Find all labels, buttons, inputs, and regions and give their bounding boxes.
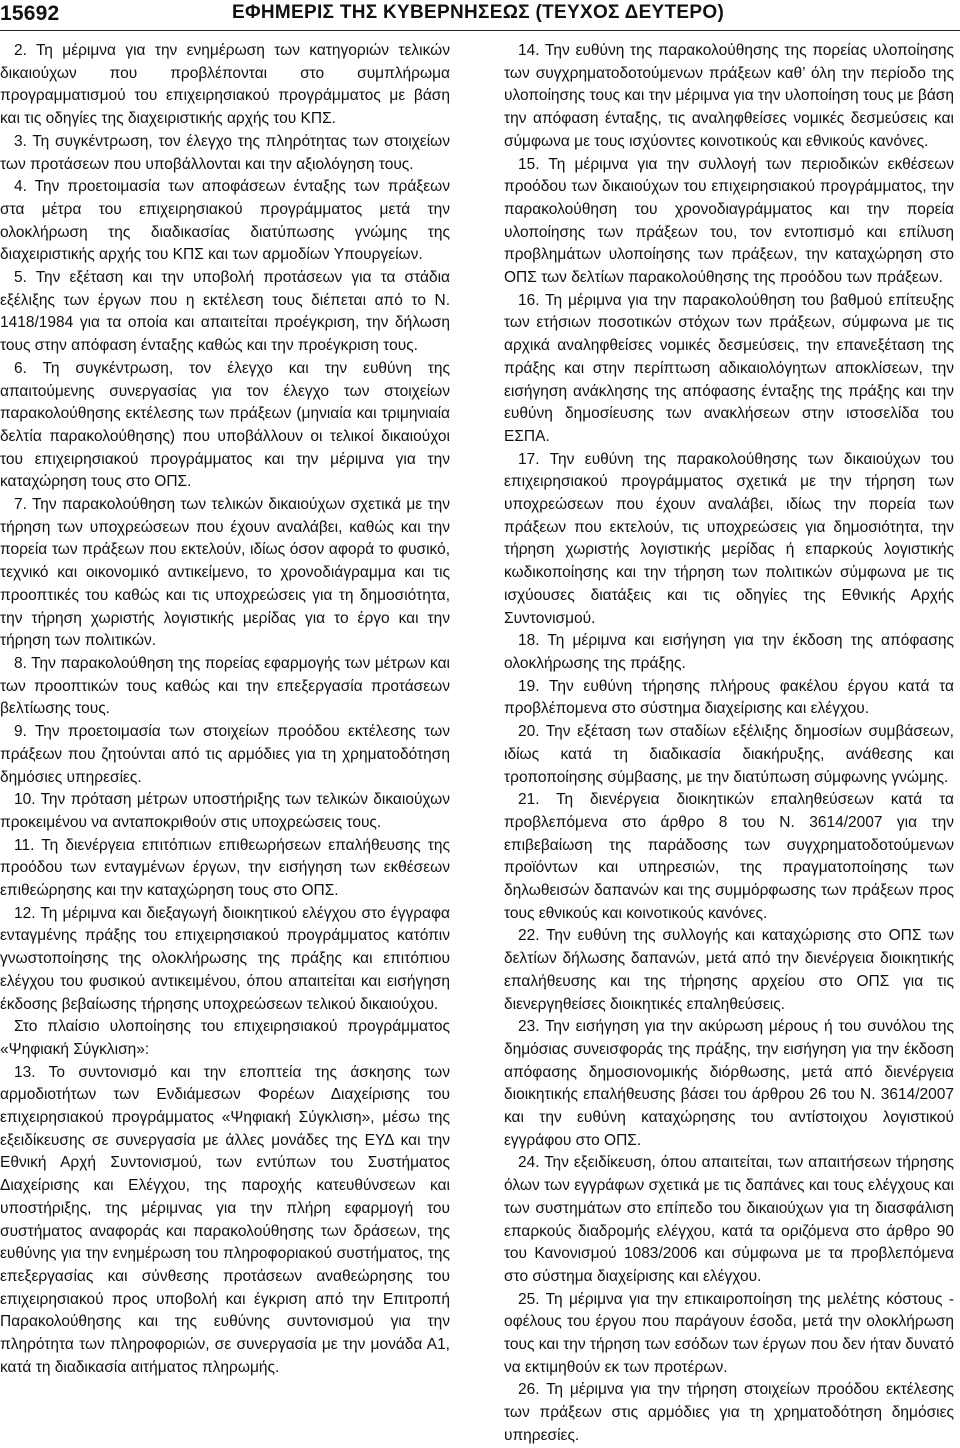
paragraph-24: 24. Την εξειδίκευση, όπου απαιτείται, των απαιτήσεων τήρησης όλων των εγγράφων σχετικά με τις δαπάνες και τους ελέγχους και των συστημάτων στο επίπεδο του δικαιούχων για τη διασφάλιση επαρκούς διαδρομής ελέγχου, κατά τα οριζόμενα στο άρθρο 90 του Κανονισμού 1083/2006 και σύμφωνα με τα προβλεπόμενα στο σύστημα διαχείρισης και ελέγχου. bbox=[504, 1154, 954, 1285]
paragraph-15: 15. Τη μέριμνα για την συλλογή των περιοδικών εκθέσεων προόδου των δικαιούχων του επιχειρησιακού προγράμματος, την παρακολούθηση του χρονοδιαγράμματος και την πορεία υλοποίησης των πράξεων του, τον εντοπισμό και επίλυση προβλημάτων υλοποίησης των πράξεων, την καταχώρηση στο ΟΠΣ των δελτίων παρακολούθησης της προόδου των πράξεων. bbox=[504, 155, 954, 287]
paragraph-19: 19. Την ευθύνη τήρησης πλήρους φακέλου έργου κατά τα προβλέπομενα στο σύστημα διαχείρισης και ελέγχου. bbox=[504, 677, 954, 718]
paragraph-26: 26. Τη μέριμνα για την τήρηση στοιχείων προόδου εκτέλεσης των πράξεων στις αρμόδιες για τη χρηματοδότηση δημόσιες υπηρεσίες. bbox=[504, 1381, 954, 1444]
right-column bbox=[504, 40, 954, 1448]
paragraph-5: 5. Την εξέταση και την υποβολή προτάσεων για τα στάδια εξέλιξης των έργων που η εκτέλεση τους διέπεται από το Ν. 1418/1984 για τα οποία και απαιτείται προέγκριση, την δήλωση τους στην απόφαση ένταξης καθώς και την προέγκριση τους. bbox=[0, 269, 450, 355]
paragraph-25: 25. Τη μέριμνα για την επικαιροποίηση της μελέτης κόστους - οφέλους του έργου που παράγουν έσοδα, μετά την ολοκλήρωση τους και την τήρηση των εσόδων των έργων που δεν ήταν δυνατό να εκτιμηθούν εκ των προτέρων. bbox=[504, 1290, 954, 1376]
paragraph-4: 4. Την προετοιμασία των αποφάσεων ένταξης των πράξεων στα μέτρα του επιχειρησιακού προγράμματος μετά την ολοκλήρωση της διαδικασίας διατύπωσης γνώμης της διαχειριστικής αρχής του ΚΠΣ και των αρμοδίων Υπουργείων. bbox=[0, 178, 450, 264]
paragraph-9: 9. Την προετοιμασία των στοιχείων προόδου εκτέλεσης των πράξεων που ζητούνται από τις αρμόδιες για τη χρηματοδότηση δημόσιες υπηρεσίες. bbox=[0, 723, 450, 786]
left-column bbox=[0, 40, 450, 1379]
paragraph-16: 16. Τη μέριμνα για την παρακολούθηση του βαθμού επίτευξης των ετήσιων ποσοτικών στόχων των πράξεων, σύμφωνα με τις αρχικά αναληφθείσες νομικές δεσμεύσεις, την επανεξέταση της πράξης και στην περίπτωση αδικαιολόγητων αποκλίσεων, την εισήγηση ανάκλησης της απόφασης ένταξης της πράξης και την ευθύνη δημοσίευσης των ανακλήσεων στην ιστοσελίδα του ΕΣΠΑ. bbox=[504, 291, 954, 445]
paragraph-18: 18. Τη μέριμνα και εισήγηση για την έκδοση της απόφασης ολοκλήρωσης της πράξης. bbox=[504, 632, 954, 672]
paragraph-8: 8. Την παρακολούθηση της πορείας εφαρμογής των μέτρων και των προοπτικών τους καθώς και την επεξεργασία προτάσεων βελτίωσης τους. bbox=[0, 654, 450, 718]
header-divider bbox=[0, 30, 960, 31]
paragraph-11: 11. Τη διενέργεια επιτόπιων επιθεωρήσεων επαλήθευσης της προόδου των ενταγμένων έργων, την εισήγηση των εκθέσεων επιθεώρησης και την καταχώρηση τους στο ΟΠΣ. bbox=[0, 836, 450, 900]
paragraph-12: 12. Τη μέριμνα και διεξαγωγή διοικητικού ελέγχου στο έγγραφα ενταγμένης πράξης του επιχειρησιακού προγράμματος κατόπιν γνωστοποίησης της ολοκλήρωσης της πράξης και επιτόπιου ελέγχου του φυσικού αντικειμένου, όπου απαιτείται και εισήγηση έκδοσης βεβαίωσης τήρησης υποχρεώσεων τελικού δικαιούχου. bbox=[0, 904, 450, 1013]
paragraph-10: 10. Την πρόταση μέτρων υποστήριξης των τελικών δικαιούχων προκειμένου να ανταποκριθούν στις υποχρεώσεις τους. bbox=[0, 791, 450, 831]
paragraph-6: 6. Τη συγκέντρωση, τον έλεγχο και την ευθύνη της απαιτούμενης συνεργασίας για τον έλεγχο των στοιχείων παρακολούθησης εκτέλεσης των πράξεων (μηνιαία και τριμηνιαία δελτία παρακολούθησης) που υποβάλλουν οι τελικοί δικαιούχοι του επιχειρησιακού προγράμματος και την μέριμνα για την καταχώρηση τους στο ΟΠΣ. bbox=[0, 359, 450, 491]
page-number: 15692 bbox=[0, 2, 60, 25]
gazette-title: ΕΦΗΜΕΡΙΣ ΤΗΣ ΚΥΒΕΡΝΗΣΕΩΣ (ΤΕΥΧΟΣ ΔΕΥΤΕΡΟ) bbox=[232, 2, 725, 23]
paragraph-2: 2. Τη μέριμνα για την ενημέρωση των κατηγοριών τελικών δικαιούχων που προβλέπονται στο συμπλήρωμα προγραμματισμού του επιχειρησιακού προγράμματος με βάση και τις οδηγίες της διαχειριστικής αρχής του ΚΠΣ. bbox=[0, 42, 450, 128]
paragraph-13: 13. Το συντονισμό και την εποπτεία της άσκησης των αρμοδιοτήτων των Ενδιάμεσων Φορέων Διαχείρισης του επιχειρησιακού προγράμματος «Ψηφιακή Σύγκλιση», μέσω της εξειδίκευσης σε συνεργασία με άλλες μονάδες της ΕΥΔ και την Εθνική Αρχή Συντονισμού, των εντύπων του Συστήματος Διαχείρισης και Ελέγχου, της παροχής κατευθύνσεων και υποστήριξης, της μέριμνας για την πλήρη εφαρμογή του συστήματος αναφοράς και παρακολούθησης των δράσεων, της ευθύνης για την ενημέρωση του πληροφοριακού συστήματος, της επεξεργασίας και σύνθεσης προτάσεων αναθεώρησης του επιχειρησιακού προς υποβολή και έγκριση από την Επιτροπή Παρακολούθησης και της ευθύνης συντονισμού για την πληρότητα των πληροφοριών, σε συνεργασία με την μονάδα Α1, κατά τη διαδικασία αιτήματος πληρωμής. bbox=[0, 1063, 450, 1376]
paragraph-17: 17. Την ευθύνη της παρακολούθησης των δικαιούχων του επιχειρησιακού προγράμματος σχετικά με την τήρηση των υποχρεώσεων που έχουν αναλάβει, ιδίως την πορεία των πράξεων που εκτελούν, τις υποχρεώσεις για δημοσιότητα, την τήρηση χωριστής λογιστικής μερίδας ή επαρκούς λογιστικής κωδικοποίησης και την τήρηση των πολιτικών σύμφωνα με τις ισχύουσες διατάξεις και τις οδηγίες της Εθνικής Αρχής Συντονισμού. bbox=[504, 450, 954, 627]
paragraph-22: 22. Την ευθύνη της συλλογής και καταχώρισης στο ΟΠΣ των δελτίων δήλωσης δαπανών, μετά από την διενέργεια διοικητικής επαλήθευσης και της τήρησης αρχείου στο ΟΠΣ για τις διενεργηθείσες διοικητικές επαληθεύσεις. bbox=[504, 927, 954, 1013]
page-header bbox=[0, 0, 960, 30]
paragraph-14: 14. Την ευθύνη της παρακολούθησης της πορείας υλοποίησης των συγχρηματοδοτούμενων πράξεων καθ’ όλη την περίοδο της υλοποίησης τους και την μέριμνα για την υλοποίηση τους με βάση την απόφαση ένταξης, τις αναληφθείσες νομικές δεσμεύσεις και σύμφωνα με τους ισχύοντες κοινοτικούς και εθνικούς κανόνες. bbox=[504, 42, 954, 150]
paragraph-20: 20. Την εξέταση των σταδίων εξέλιξης δημοσίων συμβάσεων, ιδίως κατά τη διαδικασία διακήρυξης, ανάθεσης και τροποποίησης σύμβασης, με την διατύπωση σύμφωνης γνώμης. bbox=[504, 723, 954, 786]
paragraph-7: 7. Την παρακολούθηση των τελικών δικαιούχων σχετικά με την τήρηση των υποχρεώσεων που έχουν αναλάβει, καθώς και την πορεία των πράξεων που εκτελούν, ιδίως όσον αφορά το φυσικό, τεχνικό και οικονομικό αντικείμενο, το χρονοδιάγραμμα και τις προοπτικές του καθώς και τις υποχρεώσεις για τη δημοσιότητα, την τήρηση χωριστής λογιστικής μερίδας για το έργο και την τήρηση των πολιτικών. bbox=[0, 496, 450, 650]
paragraph-3: 3. Τη συγκέντρωση, τον έλεγχο της πληρότητας των στοιχείων των προτάσεων που υποβάλλονται και την αξιολόγηση τους. bbox=[0, 132, 450, 173]
paragraph-21: 21. Τη διενέργεια διοικητικών επαληθεύσεων κατά τα προβλεπόμενα στο άρθρο 8 του Ν. 3614/2007 για την επιβεβαίωση της παράδοσης των συγχρηματοδοτούμενων προϊόντων και υπηρεσιών, της πραγματοποίησης των δηλωθεισών δαπανών και της συμμόρφωσης των πράξεων προς τους εθνικούς και κοινοτικούς κανόνες. bbox=[504, 791, 954, 922]
section-intro-digital-convergence: Στο πλαίσιο υλοποίησης του επιχειρησιακού προγράμματος «Ψηφιακή Σύγκλιση»: bbox=[0, 1018, 450, 1058]
paragraph-23: 23. Την εισήγηση για την ακύρωση μέρους ή του συνόλου της δημόσιας συνεισφοράς της πράξης, την εισήγηση για την έκδοση απόφασης δημοσιονομικής διόρθωσης, μετά από διενέργεια διοικητικής επαλήθευσης βάσει του άρθρου 26 του Ν. 3614/2007 και την ευθύνη καταχώρησης του αντίστοιχου λογιστικού εγγράφου στο ΟΠΣ. bbox=[504, 1018, 954, 1149]
